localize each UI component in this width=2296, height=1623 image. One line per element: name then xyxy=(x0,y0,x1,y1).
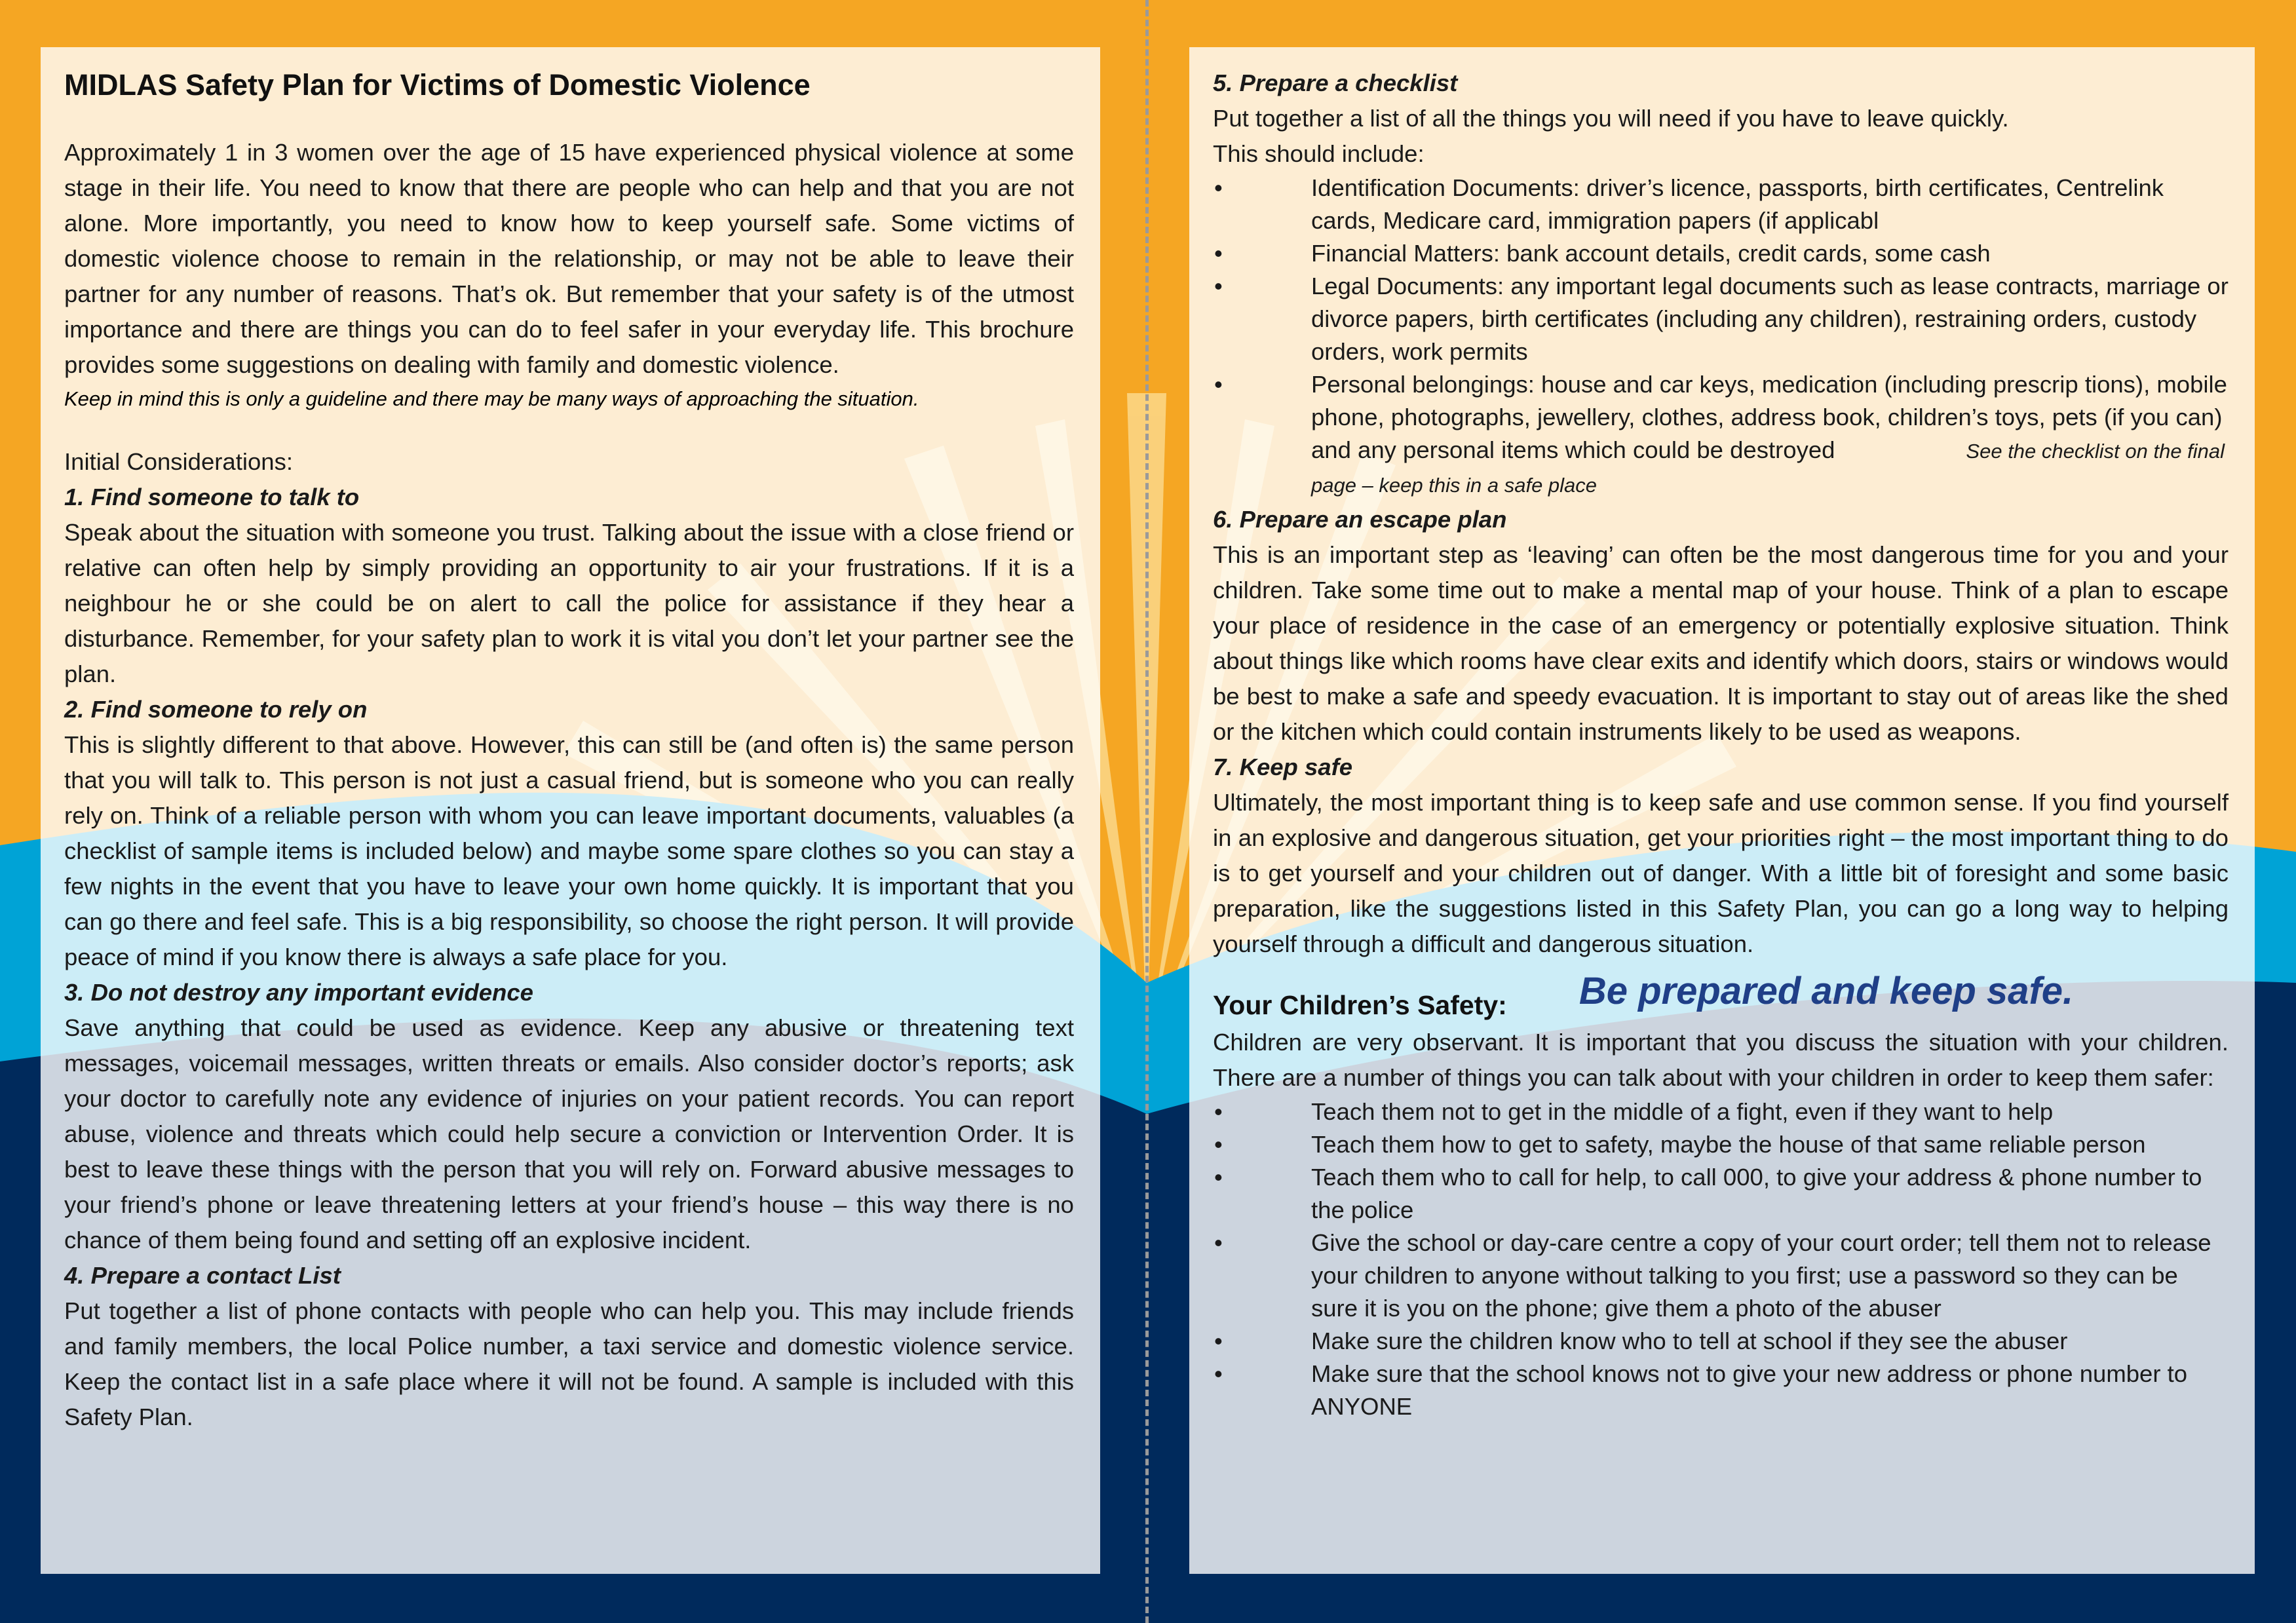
tip-text: Make sure the children know who to tell at school if they see the abuser xyxy=(1311,1327,2068,1354)
list-item xyxy=(1213,172,2229,237)
tip-text: Teach them how to get to safety, maybe the house of that same reliable person xyxy=(1311,1131,2146,1158)
page-title: MIDLAS Safety Plan for Victims of Domestic Violence xyxy=(64,68,811,102)
bullet: • xyxy=(1214,1360,1223,1387)
bullet: • xyxy=(1214,273,1223,299)
section-6-body: This is an important step as ‘leaving’ can often be the most dangerous time for you and your children. Take some time out to make a mental map of your house. Think of a plan to escape your place of residence in the case of an emergency or potentially explosive situation. Think about things like which rooms have clear exits and identify which doors, stairs or windows would be best to make a safe and speedy evacuation. It is important to stay out of areas like the shed or the kitchen which could contain instruments likely to be used as weapons. xyxy=(1213,541,2229,745)
section-6-heading: 6. Prepare an escape plan xyxy=(1213,506,1507,533)
section-4-body: Put together a list of phone contacts with people who can help you. This may include friends and family members, the local Police number, a taxi service and domestic violence service. Keep the contact list in a safe place where it will not be found. A sample is included with this Safety Plan. xyxy=(64,1297,1074,1430)
bullet: • xyxy=(1214,1164,1223,1191)
section-5-heading: 5. Prepare a checklist xyxy=(1213,69,1458,96)
tip-text: Teach them who to call for help, to call 000, to give your address & phone number to the police xyxy=(1311,1164,2202,1223)
list-item xyxy=(1213,368,2229,502)
list-item xyxy=(1213,270,2229,368)
left-panel xyxy=(41,47,1100,1574)
slogan: Be prepared and keep safe. xyxy=(1578,970,2074,1012)
spacer xyxy=(64,415,1074,444)
section-7-heading: 7. Keep safe xyxy=(1213,754,1353,780)
section-4-heading: 4. Prepare a contact List xyxy=(64,1262,341,1289)
list-item xyxy=(1213,237,2229,270)
bullet: • xyxy=(1214,174,1223,201)
fold-line xyxy=(1145,0,1149,1623)
checklist-item-text: Personal belongings: house and car keys, medication (including prescrip tions), mobile phone, photographs, jewellery, clothes, address book, children’s toys, pets (if you can) and any personal items which could be destroyed xyxy=(1311,371,2227,463)
bullet: • xyxy=(1214,1098,1223,1125)
tip-text: Teach them not to get in the middle of a fight, even if they want to help xyxy=(1311,1098,2054,1125)
section-2-body: This is slightly different to that above. However, this can still be (and often is) the same person that you will talk to. This person is not just a casual friend, but is someone who you can really rely on. Think of a reliable person with whom you can leave important documents, valuables (a checklist of sample items is included below) and maybe some spare clothes so you can stay a few nights in the event that you have to leave your own home quickly. It is important that you can go there and feel safe. This is a big responsibility, so choose the right person. It will provide peace of mind if you know there is always a safe place for you. xyxy=(64,731,1074,970)
bullet: • xyxy=(1214,1327,1223,1354)
list-item xyxy=(1213,1358,2229,1423)
section-7-body: Ultimately, the most important thing is to keep safe and use common sense. If you find yourself in an explosive and dangerous situation, get your priorities right – the most important thing to do is to get yourself and your children out of danger. With a little bit of foresight and some basic preparation, like the suggestions listed in this Safety Plan, you can go a long way to helping yourself through a difficult and dangerous situation. xyxy=(1213,789,2229,957)
checklist-item-text: Identification Documents: driver’s licence, passports, birth certificates, Centrelink cards, Medicare card, immigration papers (if applicabl xyxy=(1311,174,2164,234)
section-5-line-2: This should include: xyxy=(1213,140,1425,167)
checklist-item-text: Legal Documents: any important legal documents such as lease contracts, marriage or divorce papers, birth certificates (including any children), restraining orders, custody orders, work permits xyxy=(1311,273,2229,365)
checklist-note: See the checklist on the final page – keep this in a safe place xyxy=(1311,440,2225,497)
bullet: • xyxy=(1214,1229,1223,1256)
tip-text: Give the school or day-care centre a copy of your court order; tell them not to release your children to anyone without talking to you first; use a password so they can be sure it is you on the phone; give them a photo of the abuser xyxy=(1311,1229,2211,1322)
list-item xyxy=(1213,1227,2229,1325)
children-intro: Children are very observant. It is important that you discuss the situation with your children. There are a number of things you can talk about with your children in order to keep them safer: xyxy=(1213,1029,2229,1091)
section-1-body: Speak about the situation with someone you trust. Talking about the issue with a close friend or relative can often help by simply providing an opportunity to air your frustrations. If it is a neighbour he or she could be on alert to call the police for assistance if they hear a disturbance. Remember, for your safety plan to work it is vital you don’t let your partner see the plan. xyxy=(64,519,1074,687)
list-item xyxy=(1213,1096,2229,1128)
children-tips-list xyxy=(1213,1096,2229,1423)
initial-considerations-label: Initial Considerations: xyxy=(64,448,293,475)
list-item xyxy=(1213,1128,2229,1161)
right-panel xyxy=(1189,47,2255,1574)
section-5-line-1: Put together a list of all the things you will need if you have to leave quickly. xyxy=(1213,105,2009,132)
tip-text: Make sure that the school knows not to give your new address or phone number to ANYONE xyxy=(1311,1360,2188,1420)
intro-paragraph: Approximately 1 in 3 women over the age of 15 have experienced physical violence at some stage in their life. You need to know that there are people who can help and that you are not alone. More importantly, you need to know how to keep yourself safe. Some victims of domestic violence choose to remain in the relationship, or may not be able to leave their partner for any number of reasons. That’s ok. But remember that your safety is of the utmost importance and there are things you can do to feel safer in your everyday life. This brochure provides some suggestions on dealing with family and domestic violence. xyxy=(64,139,1074,378)
section-1-heading: 1. Find someone to talk to xyxy=(64,484,360,510)
checklist xyxy=(1213,172,2229,502)
section-3-heading: 3. Do not destroy any important evidence xyxy=(64,979,533,1006)
section-3-body: Save anything that could be used as evidence. Keep any abusive or threatening text messages, voicemail messages, written threats or emails. Also consider doctor’s reports; ask your doctor to carefully note any evidence of injuries on your patient records. You can report abuse, violence and threats which could help secure a conviction or Intervention Order. It is best to leave these things with the person that you will rely on. Forward abusive messages to your friend’s phone or leave threatening letters at your friend’s house – this way there is no chance of them being found and setting off an explosive incident. xyxy=(64,1014,1074,1253)
list-item xyxy=(1213,1161,2229,1227)
children-safety-title: Your Children’s Safety: xyxy=(1213,990,1507,1020)
section-2-heading: 2. Find someone to rely on xyxy=(64,696,368,723)
guideline-note: Keep in mind this is only a guideline and there may be many ways of approaching the situation. xyxy=(64,387,919,410)
list-item xyxy=(1213,1325,2229,1358)
bullet: • xyxy=(1214,1131,1223,1158)
children-header xyxy=(1213,972,2229,1025)
bullet: • xyxy=(1214,240,1223,267)
checklist-item-text: Financial Matters: bank account details, credit cards, some cash xyxy=(1311,240,1991,267)
bullet: • xyxy=(1214,371,1223,398)
